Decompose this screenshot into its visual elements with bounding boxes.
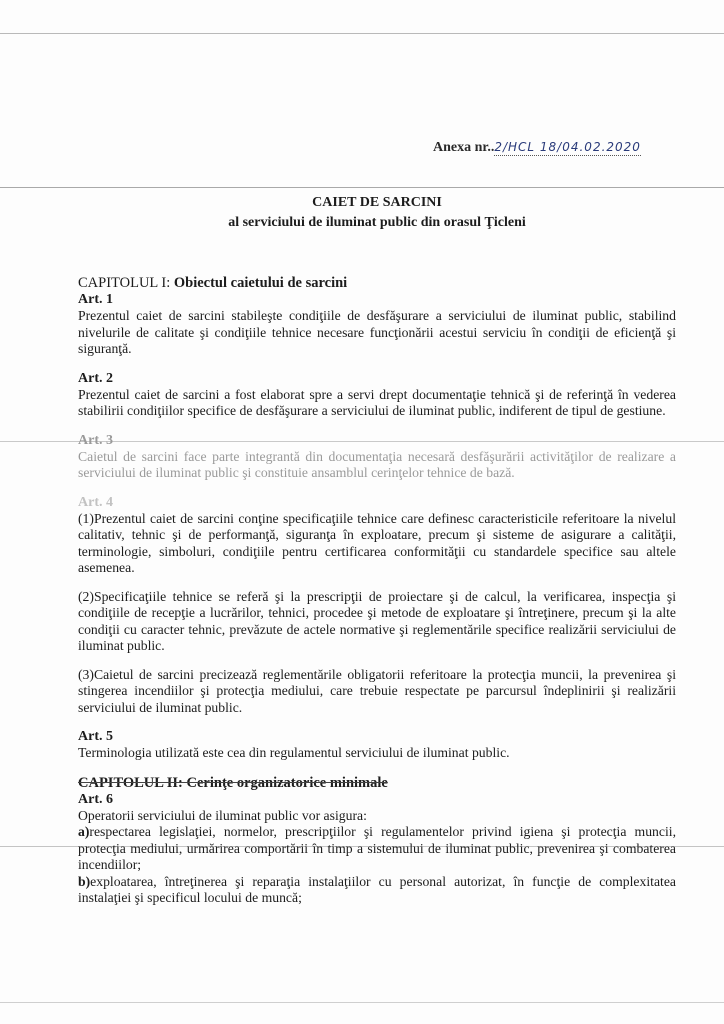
- chapter-1-title: Obiectul caietului de sarcini: [173, 275, 348, 291]
- art-3-heading: Art. 3: [78, 432, 113, 448]
- art-6-item-a-text: respectarea legislaţiei, normelor, prescripţiilor şi regulamentelor privind igiena şi protecţia muncii, protecţia mediului, urmărirea comportării în timp a sistemului de iluminat public, prevenirea şi combaterea incendiilor;: [78, 824, 676, 872]
- art-6-item-b-text: exploatarea, întreţinerea şi reparaţia instalaţiilor cu personal autorizat, în funcţie de complexitatea instalaţiei şi specificul locului de muncă;: [78, 873, 676, 905]
- art-4-heading: Art. 4: [78, 494, 113, 510]
- art-1-heading: Art. 1: [78, 292, 113, 307]
- art-4-paragraph-2: (2)Specificaţiile tehnice se referă şi la prescripţii de proiectare şi de calcul, la verificarea, inspecţia şi condiţiile de recepţie a lucrărilor, tehnici, procedee şi metode de exploatare şi întreţinere, precum şi la alte condiţii cu caracter tehnic, prevăzute de actele normative şi reglementările specifice realizării serviciului de iluminat public.: [78, 588, 676, 653]
- art-6-item-a: [78, 824, 676, 874]
- document-body: [78, 275, 676, 907]
- art-2-heading: Art. 2: [78, 370, 113, 386]
- art-4-paragraph-1: (1)Prezentul caiet de sarcini conţine specificaţiile tehnice care definesc caracteristicile referitoare la nivelul calitativ, tehnic şi de performanţă, siguranţa în exploatare, precum şi sisteme de asigurare a calităţii, terminologie, simboluri, condiţiile pentru certificarea conformităţii cu standardele specifice sau altele asemenea.: [78, 510, 676, 575]
- chapter-2-title: Cerinţe organizatorice minimale: [186, 774, 388, 791]
- art-6-item-b-letter: b): [78, 873, 91, 889]
- art-6-intro: Operatorii serviciului de iluminat public vor asigura:: [78, 807, 367, 823]
- scan-line: [0, 1002, 724, 1003]
- annex-reference: [433, 140, 693, 156]
- art-6-item-a-letter: a): [78, 824, 90, 839]
- chapter-2-prefix: CAPITOLUL II:: [78, 774, 187, 791]
- document-title: CAIET DE SARCINI: [312, 195, 442, 210]
- art-2-text: Prezentul caiet de sarcini a fost elaborat spre a servi drept documentaţie tehnică şi de referinţă în vederea stabilirii condiţiilor specifice de desfăşurare a serviciului de iluminat public, indiferent de tipul de gestiune.: [78, 386, 676, 418]
- chapter-1-heading: [78, 275, 676, 292]
- chapter-1-prefix: CAPITOLUL I:: [78, 275, 174, 291]
- art-5-heading: Art. 5: [78, 729, 113, 744]
- chapter-2-heading: [78, 775, 676, 792]
- handwritten-annex-number: 2/HCL 18/04.02.2020: [494, 140, 641, 154]
- scan-line: [0, 187, 724, 188]
- art-4-paragraph-3: (3)Caietul de sarcini precizează reglementările obligatorii referitoare la protecţia muncii, la prevenirea şi stingerea incendiilor şi protecţia mediului, care trebuie respectate pe parcursul îndeplinirii şi realizării serviciului de iluminat public.: [78, 666, 676, 715]
- art-3-text: Caietul de sarcini face parte integrantă din documentaţia necesară desfăşurării activităţilor de realizare a serviciului de iluminat public şi constituie ansamblul cerinţelor tehnice de bază.: [78, 448, 676, 480]
- title-block: [0, 195, 724, 231]
- art-6-heading: Art. 6: [78, 791, 113, 807]
- art-5-text: Terminologia utilizată este cea din regulamentul serviciului de iluminat public.: [78, 745, 510, 760]
- annex-label: Anexa nr..: [433, 140, 495, 155]
- scan-line: [0, 33, 724, 34]
- art-1-text: Prezentul caiet de sarcini stabileşte condiţiile de desfăşurare a serviciului de iluminat public, stabilind nivelurile de calitate şi condiţiile tehnice necesare funcţionării acestui serviciu în condiţii de eficienţă şi siguranţă.: [78, 308, 676, 356]
- document-subtitle: al serviciului de iluminat public din orasul Ţicleni: [228, 215, 526, 230]
- art-6-item-b: [78, 874, 676, 907]
